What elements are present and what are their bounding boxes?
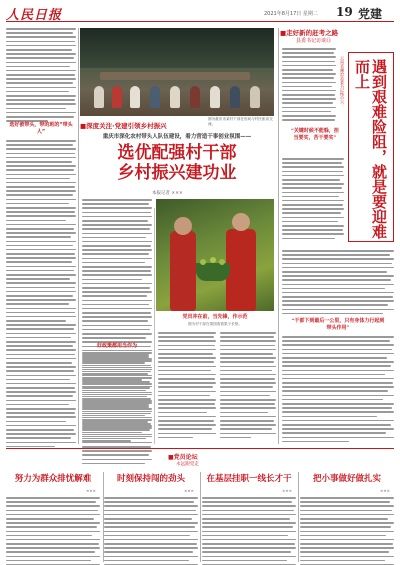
right-col-c [282, 250, 394, 317]
series-subtitle: 县委书记访谈⑪ [296, 38, 332, 44]
orchard-photo [156, 199, 274, 311]
section-heading-1: 党员冲在前，当先锋，作示范 [182, 314, 248, 320]
headline-line-2: 乡村振兴建功业 [117, 163, 237, 183]
forum-divider [6, 448, 394, 449]
issue-date: 2021年8月17日 星期二 [264, 11, 318, 17]
text-block [158, 332, 216, 438]
newspaper-logo: 人民日报 [6, 8, 63, 23]
right-col-a [282, 48, 336, 123]
text-block [282, 48, 336, 121]
text-block [6, 28, 76, 122]
forum-article-author: ××× [85, 488, 96, 493]
forum-article-title: 在基层挂职一线长才干 [206, 474, 292, 484]
feature-title: 遇到艰难险阻，就是要迎难而上 [353, 59, 388, 239]
forum-subtitle: 永远跟党走 [176, 462, 199, 467]
left-article-top [6, 28, 76, 124]
feature-title-box [348, 52, 394, 242]
column-divider [200, 472, 201, 562]
top-photo-caption: 图为重庆市某村干部在田间与村民座谈交流。 [208, 117, 273, 126]
story-tag: ■深度关注·党建引领乡村振兴 [80, 122, 167, 130]
forum-article-1 [6, 474, 100, 565]
column-divider [278, 28, 279, 444]
forum-article-author: ××× [183, 488, 194, 493]
forum-article-title: 把小事做好做扎实 [312, 474, 381, 484]
left-article-bottom [6, 140, 76, 450]
text-block [282, 336, 394, 442]
column-divider [298, 472, 299, 562]
right-col-b [282, 158, 344, 242]
masthead [6, 4, 394, 22]
forum-article-author: ××× [281, 488, 292, 493]
meeting-photo [80, 28, 274, 116]
page-number: 19 [336, 5, 353, 19]
section-heading-2: 好政策都用当作为 [96, 343, 137, 349]
headline-line-1: 选优配强村干部 [117, 143, 237, 163]
text-block [282, 158, 344, 239]
forum-article-2 [104, 474, 198, 565]
pull-quote-2: “干部下到最后一公里，只有身体力行起到带头作用” [291, 318, 385, 331]
section-name: 党建 [358, 7, 383, 21]
pull-quote-1: “关键时候不能躲，担当要实，苦干要实” [291, 128, 339, 141]
text-block [6, 140, 76, 447]
lower-col-1 [82, 352, 152, 444]
byline: 本报记者 ××× [152, 191, 183, 196]
story-subtitle: 重庆市深化农村带头人队伍建设，着力营造干事创业氛围—— [102, 134, 252, 140]
left-subhead: 选好被带头，带的班的“带头人” [9, 122, 73, 135]
forum-article-author: ××× [379, 488, 390, 493]
forum-tag: ■党员论坛 [168, 454, 198, 461]
column-divider [78, 28, 79, 444]
forum-article-title: 时刻保持闯的劲头 [116, 474, 185, 484]
forum-article-title: 努力为群众排忧解难 [14, 474, 92, 484]
column-divider [154, 208, 155, 444]
forum-article-4 [300, 474, 394, 565]
forum-article-3 [202, 474, 296, 565]
lower-col-3 [220, 332, 276, 441]
text-block [282, 250, 394, 314]
right-col-d [282, 336, 394, 445]
lower-col-2 [158, 332, 216, 441]
series-tag: ■走好新的赶考之路 [280, 29, 339, 37]
text-block [82, 352, 152, 442]
mid-photo-caption: 图为村干部在果园查看果子长势。 [188, 322, 242, 326]
text-block [220, 332, 276, 438]
story-headline [80, 143, 274, 183]
interviewee-label: 云南省澜沧县委书记杨中兴： [340, 56, 345, 108]
